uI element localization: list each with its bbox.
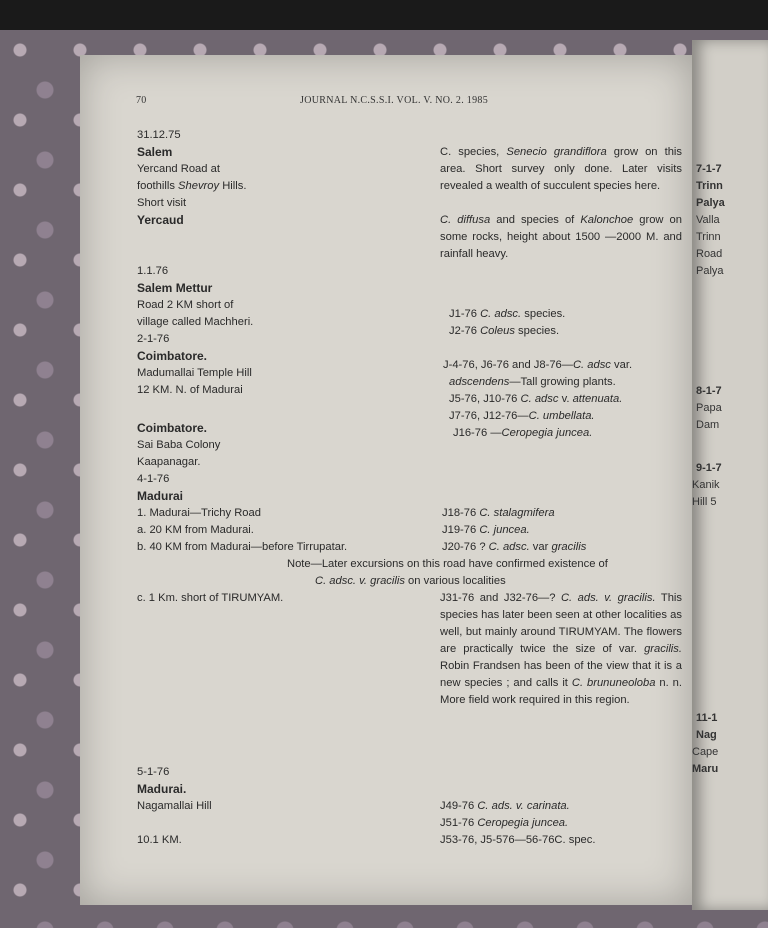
paragraph: C. diffusa and species of Kalonchoe grow on some rocks, height about 1500 —2000 M. and rainfall heavy. [440,214,682,260]
specimen-line: J49-76 C. ads. v. carinata. [440,800,570,812]
entry-place: Yercaud [137,213,184,227]
specimen-line: J5-76, J10-76 C. adsc v. attenuata. [449,393,623,405]
entry-line: a. 20 KM from Madurai. [137,524,254,536]
entry-line: Road 2 KM short of [137,299,234,311]
entry-date: 4-1-76 [137,473,170,485]
note: Note—Later excursions on this road have confirmed existence of [287,558,608,570]
specimen-line: J-4-76, J6-76 and J8-76—C. adsc var. [443,359,633,371]
facing-text: Papa [696,402,722,414]
entry-line: 10.1 KM. [137,834,182,846]
facing-text: 7-1-7 [696,163,722,175]
entry-line: Short visit [137,197,187,209]
facing-text: Trinn [696,180,723,192]
facing-text: Kanik [692,479,720,491]
specimen-line: J18-76 C. stalagmifera [442,507,555,519]
entry-date: 5-1-76 [137,766,170,778]
entry-line: b. 40 KM from Madurai—before Tirrupatar. [137,541,348,553]
entry-place: Salem Mettur [137,281,213,295]
facing-text: Maru [692,763,719,775]
entry-line: Madumallai Temple Hill [137,367,252,379]
facing-page [692,40,768,910]
note: C. adsc. v. gracilis on various localities [315,575,506,587]
running-header: JOURNAL N.C.S.S.I. VOL. V. NO. 2. 1985 [300,95,488,106]
paragraph: C. species, Senecio grandiflora grow on this area. Short survey only done. Later visits revealed a wealth of succulent species here. [440,146,682,192]
facing-text: Trinn [696,231,721,243]
entry-line: 12 KM. N. of Madurai [137,384,243,396]
entry-place: Madurai. [137,782,187,796]
entry-line: Sai Baba Colony [137,439,221,451]
entry-place: Madurai [137,489,184,503]
facing-text: Road [696,248,723,260]
specimen-line: J19-76 C. juncea. [442,524,530,536]
entry-date: 1.1.76 [137,265,169,277]
entry-line: Yercand Road at [137,163,220,175]
entry-place: Coimbatore. [137,349,208,363]
entry-line: foothills Shevroy Hills. [137,180,247,192]
entry-line: Kaapanagar. [137,456,201,468]
facing-text: 9-1-7 [696,462,722,474]
facing-text: Palya [696,197,725,209]
specimen-line: J1-76 C. adsc. species. [449,308,566,320]
specimen-line: J2-76 Coleus species. [449,325,560,337]
facing-text: Nag [696,729,717,741]
entry-line: 1. Madurai—Trichy Road [137,507,261,519]
facing-text: Dam [696,419,720,431]
entry-date: 31.12.75 [137,129,181,141]
specimen-line: adscendens—Tall growing plants. [449,376,616,388]
facing-text: 11-1 [696,712,718,724]
facing-text: Cape [692,746,719,758]
facing-text: Valla [696,214,720,226]
entry-line: village called Machheri. [137,316,254,328]
facing-text: Hill 5 [692,496,717,508]
specimen-line: J16-76 —Ceropegia juncea. [453,427,593,439]
entry-date: 2-1-76 [137,333,170,345]
entry-line: c. 1 Km. short of TIRUMYAM. [137,592,284,604]
specimen-line: J7-76, J12-76—C. umbellata. [449,410,595,422]
specimen-line: J51-76 Ceropegia juncea. [440,817,569,829]
facing-text: Palya [696,265,724,277]
specimen-line: J20-76 ? C. adsc. var gracilis [442,541,587,553]
paragraph: J31-76 and J32-76—? C. ads. v. gracilis. This species has later been seen at other localities as well, but mainly around TIRUMYAM. The flowers are practically twice the size of var. gracilis. Robin Frandsen has been of the view that it is a new species ; and calls it C. brununeoloba n. n. More field work required in this region. [440,592,683,706]
specimen-line: J53-76, J5-576—56-76C. spec. [440,834,596,846]
entry-place: Coimbatore. [137,421,208,435]
page-number: 70 [136,95,147,106]
facing-text: 8-1-7 [696,385,722,397]
entry-place: Salem [137,145,173,159]
entry-line: Nagamallai Hill [137,800,212,812]
